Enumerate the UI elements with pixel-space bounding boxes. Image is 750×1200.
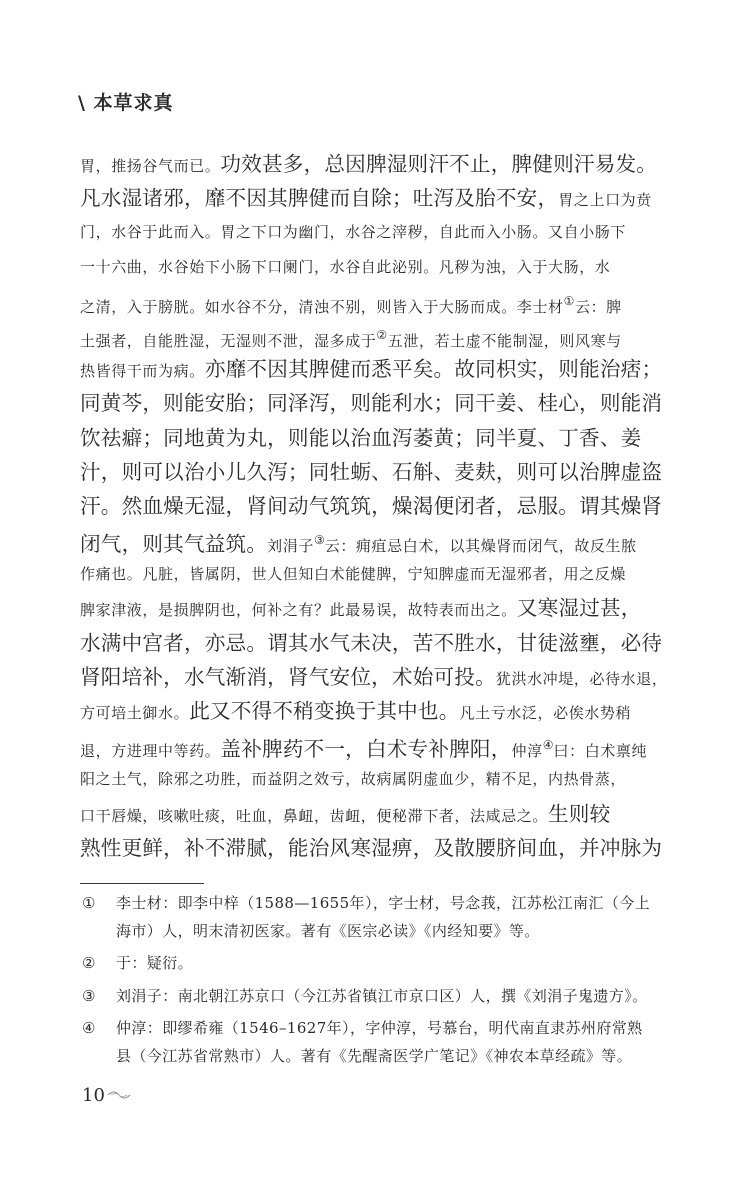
text-line: 作痛也。凡脏，皆属阴，世人但知白术能健脾，宁知脾虚而无湿邪者，用之反燥	[80, 565, 627, 584]
text-line: 熟性更鲜，补不滞腻，能治风寒湿痹，及散腰脐间血，并冲脉为	[80, 835, 663, 860]
main-text	[80, 147, 672, 865]
footnote-ref: ④	[542, 738, 554, 753]
footnote-line: 仲淳：即缪希雍（1546–1627年），字仲淳，号慕台，明代南直隶苏州府常熟	[116, 1019, 643, 1037]
footnote-rule	[80, 883, 204, 884]
running-head: \ 本草求真	[78, 92, 174, 114]
footnote-mark: ④	[82, 1019, 96, 1037]
footnote-mark: ①	[82, 894, 96, 912]
text-line: 饮祛癖；同地黄为丸，则能以治血泻萎黄；同半夏、丁香、姜	[80, 425, 642, 450]
text-line: 肾阳培补，水气渐消，肾气安位，术始可投。犹洪水冲堤，必待水退，	[80, 664, 668, 689]
page-number: 10	[82, 1085, 105, 1106]
footnote-mark: ②	[82, 954, 96, 972]
footnote	[82, 1015, 672, 1070]
text-line: 水满中宫者，亦忌。谓其水气未决，苦不胜水，甘徒滋壅，必待	[80, 630, 663, 655]
footnote-line: 于：疑衍。	[116, 954, 194, 972]
footnote-ref: ②	[376, 327, 388, 342]
text-line: 门，水谷于此而入。胃之下口为幽门，水谷之滓秽，自此而入小肠。又自小肠下	[80, 223, 627, 242]
footnote	[82, 950, 672, 978]
footnote-line: 县（今江苏省常熟市）人。著有《先醒斋医学广笔记》《神农本草经疏》等。	[116, 1046, 633, 1065]
text-line: 胃，推扬谷气而已。功效甚多，总因脾湿则汗不止，脾健则汗易发。	[80, 152, 658, 176]
footnotes	[82, 890, 672, 1075]
text-line: 土强者，自能胜湿，无湿则不泄，湿多成于②五泄，若土虚不能制湿，则风寒与	[80, 327, 622, 350]
footnote-ref: ①	[563, 293, 575, 308]
footnote-mark: ③	[82, 986, 96, 1005]
text-line: 汗。然血燥无湿，肾间动气筑筑，燥渴便闭者，忌服。谓其燥肾	[80, 493, 663, 518]
text-line: 口干唇燥，咳嗽吐痰，吐血，鼻衄，齿衄，便秘滞下者，法咸忌之。生则较	[80, 801, 611, 826]
footnote-line: 海市）人，明末清初医家。著有《医宗必读》《内经知要》等。	[116, 921, 540, 940]
text-line: 闭气，则其气益筑。刘涓子③云：痈疽忌白术，以其燥肾而闭气，故反生脓	[80, 532, 637, 557]
text-line: 凡水湿诸邪，靡不因其脾健而自除；吐泻及胎不安，胃之上口为贲	[80, 186, 652, 211]
text-line: 脾家津液，是损脾阴也，何补之有？此最易误，故特表而出之。又寒湿过甚，	[80, 596, 642, 621]
text-line: 方可培土御水。此又不得不稍变换于其中也。凡土亏水泛，必俟水势稍	[80, 699, 632, 723]
footnote-line: 李士材：即李中梓（1588—1655年），字士材，号念莪，江苏松江南汇（今上	[116, 894, 651, 912]
footnote-line: 刘涓子：南北朝江苏京口（今江苏省镇江市京口区）人，撰《刘涓子鬼遗方》。	[116, 986, 648, 1005]
text-line: 同黄芩，则能安胎；同泽泻，则能利水；同干姜、桂心，则能消	[80, 391, 663, 416]
text-line: 退，方进理中等药。盖补脾药不一，白术专补脾阳，仲淳④曰：白术禀纯	[80, 737, 648, 762]
text-line: 阳之土气，除邪之功胜，而益阴之效亏，故病属阴虚血少，精不足，内热骨蒸，	[80, 770, 627, 789]
footnote-ref: ③	[313, 533, 325, 548]
page-ornament-icon	[107, 1090, 131, 1100]
text-line: 一十六曲，水谷始下小肠下口阑门，水谷自此泌别。凡秽为浊，入于大肠，水	[80, 257, 611, 276]
footnote	[82, 890, 672, 945]
text-line: 汁，则可以治小儿久泻；同牡蛎、石斛、麦麸，则可以治脾虚盗	[80, 459, 663, 484]
text-line: 热皆得干而为病。亦靡不因其脾健而悉平矣。故同枳实，则能治痞；	[80, 357, 663, 382]
text-line: 之清，入于膀胱。如水谷不分，清浊不别，则皆入于大肠而成。李士材①云：脾	[80, 293, 622, 316]
footnote	[82, 983, 672, 1011]
